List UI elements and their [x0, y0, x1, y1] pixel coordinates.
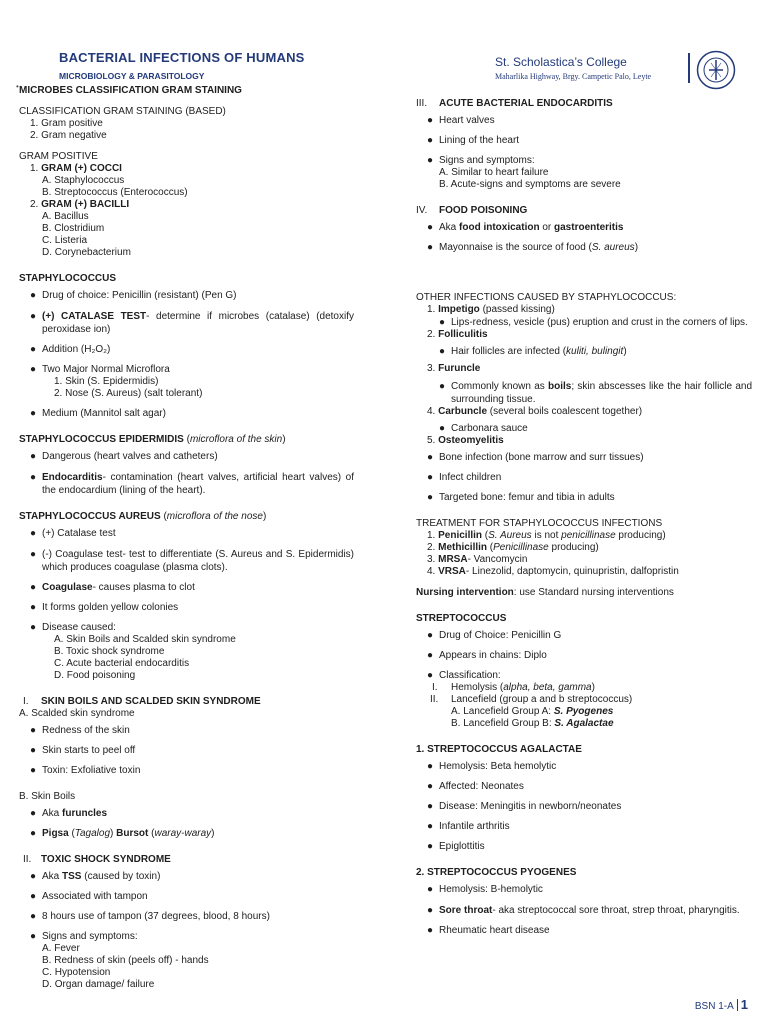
bullet-item: ● Drug of choice: Penicillin (resistant) (Pen G): [30, 290, 237, 301]
bullet-item: ● Hemolysis: Beta hemolytic: [427, 761, 557, 772]
bullet-item: ● Drug of Choice: Penicillin G: [427, 630, 562, 641]
left-column: [19, 85, 354, 991]
section-2-title: II. TOXIC SHOCK SYNDROME: [23, 854, 171, 865]
list-item: 3. MRSA- Vancomycin: [427, 554, 528, 565]
list-item: B. Acute-signs and symptoms are severe: [439, 179, 621, 190]
bullet-item: ● Disease caused:: [30, 622, 116, 633]
school-name: St. Scholastica’s College: [495, 55, 627, 69]
bullet-item: ● Dangerous (heart valves and catheters): [30, 451, 218, 462]
list-item: A. Fever: [42, 943, 80, 954]
page-footer: [695, 997, 748, 1012]
other-infections-title: OTHER INFECTIONS CAUSED BY STAPHYLOCOCCUS:: [416, 292, 677, 303]
bullet-item: ● (+) Catalase test: [30, 528, 116, 539]
list-item: 1. Impetigo (passed kissing): [427, 304, 555, 315]
list-item: A. Bacillus: [42, 211, 89, 222]
bullet-item: ● Signs and symptoms:: [427, 155, 535, 166]
list-item: D. Food poisoning: [54, 670, 136, 681]
staph-title: STAPHYLOCOCCUS: [19, 273, 117, 284]
treatment-title: TREATMENT FOR STAPHYLOCOCCUS INFECTIONS: [416, 518, 663, 529]
bullet-item: ● Hair follicles are infected (kuliti, bulingit): [439, 346, 627, 357]
bullet-item: ● Bone infection (bone marrow and surr tissues): [427, 452, 644, 463]
list-item: 1. GRAM (+) COCCI: [30, 163, 122, 174]
gp-title: GRAM POSITIVE: [19, 151, 98, 162]
document-title: BACTERIAL INFECTIONS OF HUMANS: [59, 50, 305, 65]
bullet-item: ● Signs and symptoms:: [30, 931, 138, 942]
bullet-item: ● Aka TSS (caused by toxin): [30, 871, 161, 882]
bullet-item: ● Redness of the skin: [30, 725, 130, 736]
bullet-item: ● (+) CATALASE TEST- determine if microbes (catalase) (detoxify peroxidase ion): [30, 311, 354, 335]
bullet-item: ● Aka furuncles: [30, 808, 108, 819]
strep-title: STREPTOCOCCUS: [416, 613, 507, 624]
bullet-item: ● Disease: Meningitis in newborn/neonates: [427, 801, 622, 812]
bullet-item: ● Mayonnaise is the source of food (S. aureus): [427, 242, 639, 253]
bullet-item: ● Classification:: [427, 670, 501, 681]
bullet-item: ● 8 hours use of tampon (37 degrees, blood, 8 hours): [30, 911, 270, 922]
list-item: A. Lancefield Group A: S. Pyogenes: [451, 706, 614, 717]
footer-label: BSN 1-A: [694, 1001, 734, 1012]
bullet-item: ● Epiglottitis: [427, 841, 485, 852]
list-item: 1. Skin (S. Epidermidis): [54, 376, 159, 387]
college-seal-icon: [696, 50, 736, 90]
class-title: CLASSIFICATION GRAM STAINING (BASED): [19, 106, 226, 117]
bullet-item: ● Lips-redness, vesicle (pus) eruption and crust in the corners of lips.: [439, 317, 748, 328]
aureus-title: STAPHYLOCOCCUS AUREUS (microflora of the nose): [19, 511, 267, 522]
list-item: I. Hemolysis (alpha, beta, gamma): [432, 682, 595, 693]
list-item: C. Acute bacterial endocarditis: [54, 658, 190, 669]
list-item: A. Skin Boils and Scalded skin syndrome: [54, 634, 236, 645]
bullet-item: ● Rheumatic heart disease: [427, 925, 550, 936]
section-4-title: IV. FOOD POISONING: [416, 205, 528, 216]
list-item: 2. Gram negative: [30, 130, 107, 141]
bullet-item: ● Infantile arthritis: [427, 821, 510, 832]
list-item: A. Similar to heart failure: [439, 167, 549, 178]
list-item: 1. Penicillin (S. Aureus is not penicillinase producing): [427, 530, 666, 541]
list-item: 2. GRAM (+) BACILLI: [30, 199, 130, 210]
bullet-item: ● Pigsa (Tagalog) Bursot (waray-waray): [30, 828, 215, 839]
section-3-title: III. ACUTE BACTERIAL ENDOCARDITIS: [416, 98, 613, 109]
list-item: 3. Furuncle: [427, 363, 481, 374]
nursing-intervention: Nursing intervention: use Standard nursing interventions: [416, 587, 674, 598]
bullet-item: ● Endocarditis- contamination (heart valves, artificial heart valves) of the endocardium (lining of the heart).: [30, 472, 354, 496]
school-address: Maharlika Highway, Brgy. Campetic Palo, Leyte: [495, 72, 652, 81]
bullet-item: ● Infect children: [427, 472, 502, 483]
list-item: 2. Folliculitis: [427, 329, 488, 340]
subsection-b: B. Skin Boils: [19, 791, 76, 802]
bullet-item: ● Toxin: Exfoliative toxin: [30, 765, 141, 776]
list-item: B. Redness of skin (peels off) - hands: [42, 955, 209, 966]
section-1-title: I. SKIN BOILS AND SCALDED SKIN SYNDROME: [23, 696, 261, 707]
bullet-item: ● Appears in chains: Diplo: [427, 650, 547, 661]
bullet-item: ● Medium (Mannitol salt agar): [30, 408, 166, 419]
document-subtitle: MICROBIOLOGY & PARASITOLOGY: [59, 71, 205, 81]
bullet-item: ● Sore throat- aka streptococcal sore throat, strep throat, pharyngitis.: [427, 905, 740, 916]
list-item: B. Lancefield Group B: S. Agalactae: [451, 718, 614, 729]
list-item: II. Lancefield (group a and b streptococcus): [430, 694, 633, 705]
agalactae-title: 1. STREPTOCOCCUS AGALACTAE: [416, 744, 582, 755]
bullet-item: ● Associated with tampon: [30, 891, 148, 902]
list-item: C. Listeria: [42, 235, 88, 246]
bullet-item: ● Aka food intoxication or gastroenteritis: [427, 222, 624, 233]
list-item: 4. Carbuncle (several boils coalescent together): [427, 406, 643, 417]
list-item: B. Clostridium: [42, 223, 105, 234]
bullet-item: ● Commonly known as boils; skin abscesses like the hair follicle and surrounding tissue.: [439, 381, 753, 405]
page-number: 1: [740, 997, 748, 1012]
right-column: [416, 98, 752, 937]
bullet-item: ● Affected: Neonates: [427, 781, 524, 792]
list-item: A. Staphylococcus: [42, 175, 125, 186]
list-item: D. Organ damage/ failure: [42, 979, 155, 990]
bullet-item: ● (-) Coagulase test- test to differentiate (S. Aureus and S. Epidermidis) which produces coagulase (plasma clots).: [30, 549, 354, 573]
footer-divider: [737, 999, 738, 1011]
bullet-item: ● Two Major Normal Microflora: [30, 364, 170, 375]
bullet-item: ● Coagulase- causes plasma to clot: [30, 582, 195, 593]
bullet-item: ● Heart valves: [427, 115, 495, 126]
list-item: 5. Osteomyelitis: [427, 435, 504, 446]
list-item: B. Streptococcus (Enterococcus): [42, 187, 188, 198]
bullet-item: ● Lining of the heart: [427, 135, 520, 146]
list-item: 4. VRSA- Linezolid, daptomycin, quinupristin, dalfopristin: [427, 566, 679, 577]
section-heading: MICROBES CLASSIFICATION GRAM STAINING: [19, 85, 242, 96]
list-item: B. Toxic shock syndrome: [54, 646, 165, 657]
pyogenes-title: 2. STREPTOCOCCUS PYOGENES: [416, 867, 577, 878]
bullet-item: ● Addition (H₂O₂): [30, 344, 111, 355]
list-item: D. Corynebacterium: [42, 247, 131, 258]
list-item: 2. Nose (S. Aureus) (salt tolerant): [54, 388, 203, 399]
bullet-item: ● Carbonara sauce: [439, 423, 528, 434]
bullet-item: ● It forms golden yellow colonies: [30, 602, 179, 613]
list-item: 2. Methicillin (Penicillinase producing): [427, 542, 599, 553]
epi-title: STAPHYLOCOCCUS EPIDERMIDIS (microflora of the skin): [19, 434, 286, 445]
bullet-item: ● Targeted bone: femur and tibia in adults: [427, 492, 615, 503]
bullet-item: ● Skin starts to peel off: [30, 745, 136, 756]
list-item: C. Hypotension: [42, 967, 111, 978]
stray-dot: •: [16, 82, 19, 91]
bullet-item: ● Hemolysis: B-hemolytic: [427, 884, 543, 895]
header-divider: [688, 53, 690, 83]
list-item: 1. Gram positive: [30, 118, 103, 129]
subsection-a: A. Scalded skin syndrome: [19, 708, 135, 719]
